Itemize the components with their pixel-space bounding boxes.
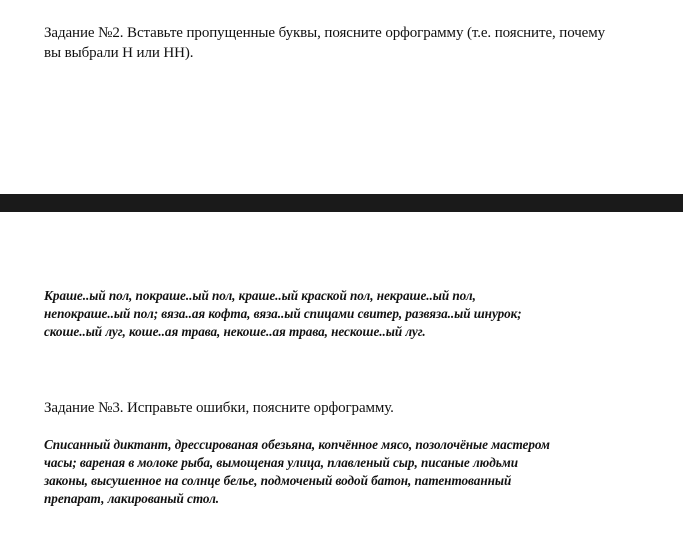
task2-title-line: вы выбрали Н или НН).: [44, 45, 194, 61]
task2-title: [44, 23, 664, 63]
task2-title-line: Задание №2. Вставьте пропущенные буквы, поясните орфограмму (т.е. поясните, почему: [44, 25, 606, 41]
task2-exercise-text: [44, 287, 674, 341]
task2-exercise-line: скоше..ый луг, коше..ая трава, некоше..ая трава, нескоше..ый луг.: [44, 324, 426, 339]
task2-exercise-line: непокраше..ый пол; вяза..ая кофта, вяза..ый спицами свитер, развяза..ый шнурок;: [44, 306, 522, 321]
task3-exercise-line: Списанный диктант, дрессированая обезьяна, копчённое мясо, позолочёные мастером: [44, 437, 550, 452]
task3-title-line: Задание №3. Исправьте ошибки, поясните орфограмму.: [44, 400, 394, 416]
task3-exercise-line: часы; вареная в молоке рыба, вымощеная улица, плавленый сыр, писаные людьми: [44, 455, 518, 470]
task2-exercise-line: Краше..ый пол, покраше..ый пол, краше..ый краской пол, некраше..ый пол,: [44, 288, 476, 303]
task3-exercise-text: [44, 436, 674, 508]
task3-exercise-line: законы, высушенное на солнце белье, подмоченый водой батон, патентованный: [44, 473, 512, 488]
black-divider-bar: [0, 194, 683, 212]
task3-title: [44, 398, 664, 418]
task3-exercise-line: препарат, лакированый стол.: [44, 491, 220, 506]
